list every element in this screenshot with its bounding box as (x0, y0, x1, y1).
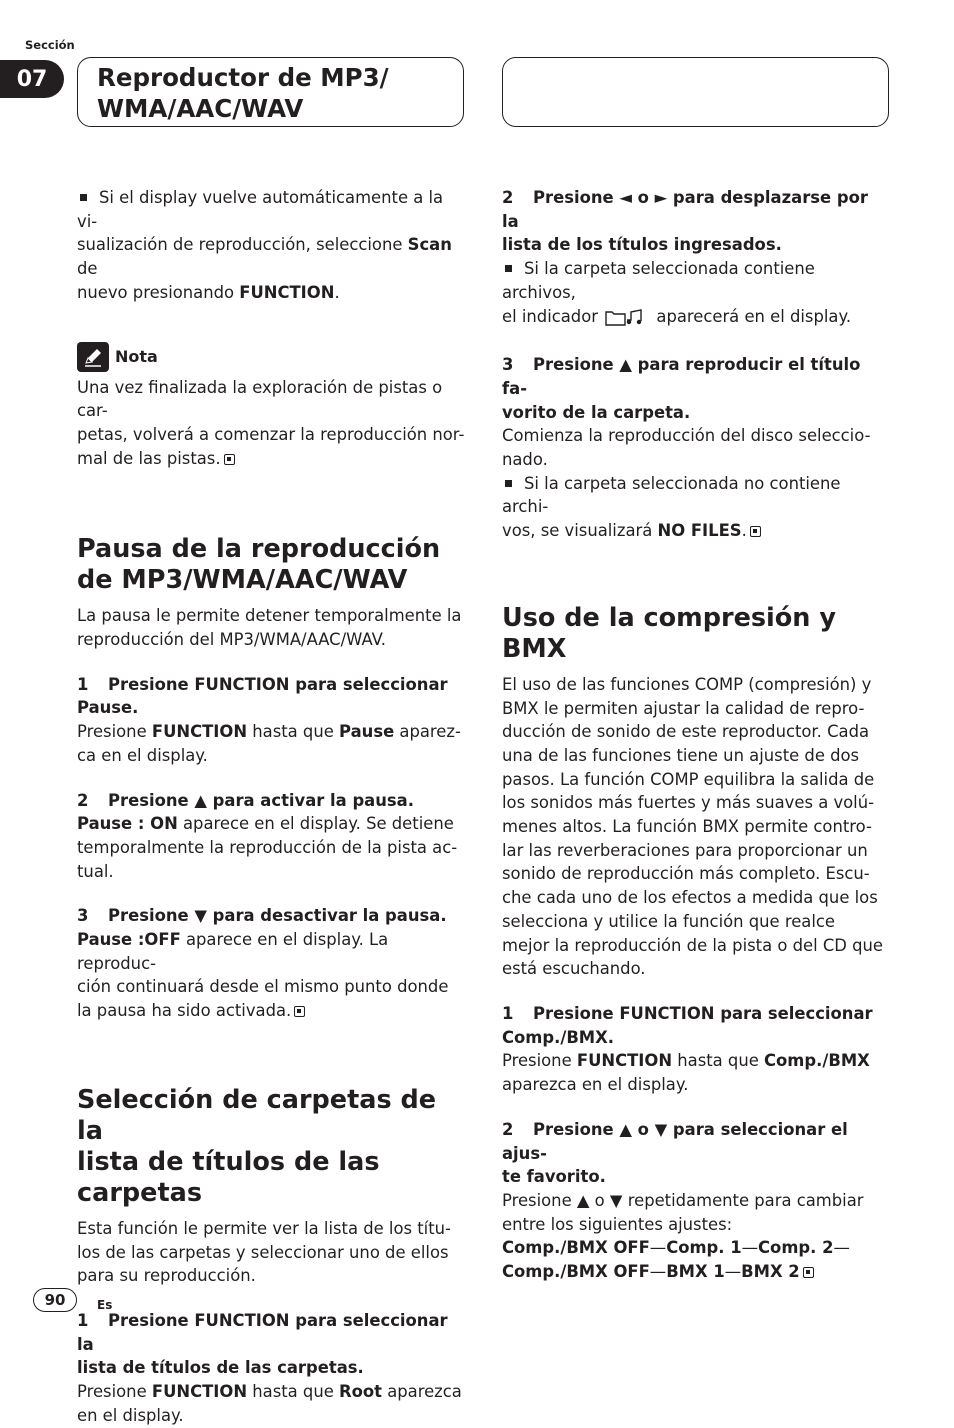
end-mark-icon (224, 454, 235, 465)
heading-folder-selection: Selección de carpetas de la lista de títulos de las carpetas (77, 1084, 437, 1208)
header-empty-box (502, 57, 889, 127)
bmx-intro: El uso de las funciones COMP (compresión) y BMX le permiten ajustar la calidad de repro- ducción de sonido de este reproductor. Cada una de las funciones tiene un ajuste de dos pasos. La función COMP equilibra la salida de los sonidos más fuertes y más suaves a volú- menes altos. La función BMX permite contro- lar las reverberaciones para proporcionar un sonido de reproducción más completo. Escu- che cada uno de los efectos a medida que los selecciona y utilice la función que realce mejor la reproducción de la pista o del CD que está escuchando. (502, 674, 883, 979)
pause-step3-title: 3 Presione ▼ para desactivar la pausa. (77, 906, 447, 926)
pause-step2-body: Pause : ON aparece en el display. Se detiene temporalmente la reproducción de la pista ac- tual. (77, 814, 458, 881)
folder-music-indicator-icon (605, 308, 649, 333)
end-mark-icon (803, 1267, 814, 1278)
bullet-square-icon (505, 265, 512, 272)
page-title-line2: WMA/AAC/WAV (97, 94, 304, 123)
page-title-line1: Reproductor de MP3/ (97, 63, 389, 92)
end-mark-icon (294, 1006, 305, 1017)
note-text: Una vez finalizada la exploración de pistas o car- petas, volverá a comenzar la reproducción nor- mal de las pistas. (77, 377, 465, 468)
folder-intro: Esta función le permite ver la lista de los títu- los de las carpetas y seleccionar uno de ellos para su reproducción. (77, 1218, 451, 1286)
right-column (502, 186, 890, 1284)
bmx-step2-title: 2 Presione ▲ o ▼ para seleccionar el ajus- te favorito. (502, 1119, 848, 1187)
heading-bmx: Uso de la compresión y BMX (502, 602, 836, 664)
header-title-box (77, 57, 464, 127)
language-code: Es (97, 1298, 113, 1312)
pause-intro: La pausa le permite detener temporalmente la reproducción del MP3/WMA/AAC/WAV. (77, 606, 462, 650)
pause-step1-body: Presione FUNCTION hasta que Pause aparez- ca en el display. (77, 722, 461, 765)
bmx-step1-body: Presione FUNCTION hasta que Comp./BMX aparezca en el display. (502, 1051, 870, 1095)
folder-step3-title: 3 Presione ▲ para reproducir el título fa- vorito de la carpeta. (502, 355, 861, 422)
folder-step3-body: Comienza la reproducción del disco seleccio- nado. (502, 426, 871, 470)
folder-step2-title: 2 Presione ◄ o ► para desplazarse por la lista de los títulos ingresados. (502, 188, 868, 255)
page-title (97, 62, 389, 124)
folder-step2-bullet: Si la carpeta seleccionada contiene archivos, el indicador aparecerá en el display. (502, 257, 890, 332)
folder-step1-body: Presione FUNCTION hasta que Root aparezca en el display. (77, 1382, 462, 1425)
end-mark-icon (750, 526, 761, 537)
pause-step2-title: 2 Presione ▲ para activar la pausa. (77, 790, 414, 810)
bmx-step2-body: Presione ▲ o ▼ repetidamente para cambiar entre los siguientes ajustes: (502, 1190, 864, 1234)
pencil-note-icon (77, 342, 109, 372)
left-column (77, 186, 467, 1428)
note-header (77, 342, 467, 372)
section-number-tab: 07 (0, 60, 64, 98)
page-number: 90 (33, 1288, 77, 1312)
folder-step1-title: 1 Presione FUNCTION para seleccionar la lista de títulos de las carpetas. (77, 1310, 448, 1378)
bmx-settings-sequence: Comp./BMX OFF—Comp. 1—Comp. 2— Comp./BMX OFF—BMX 1—BMX 2 (502, 1238, 850, 1282)
bullet-square-icon (80, 194, 87, 201)
folder-step3-bullet: Si la carpeta seleccionada no contiene archi- vos, se visualizará NO FILES. (502, 473, 841, 541)
bullet-scan: Si el display vuelve automáticamente a la vi- sualización de reproducción, seleccione Scan de nuevo presionando FUNCTION. (77, 188, 452, 302)
section-label: Sección (25, 38, 75, 52)
note-label: Nota (115, 346, 158, 366)
pause-step3-body: Pause :OFF aparece en el display. La reproduc- ción continuará desde el mismo punto donde la pausa ha sido activada. (77, 930, 449, 1021)
bullet-square-icon (505, 480, 512, 487)
pause-step1-title: 1 Presione FUNCTION para seleccionar Pause. (77, 674, 448, 718)
bmx-step1-title: 1 Presione FUNCTION para seleccionar Comp./BMX. (502, 1003, 873, 1047)
heading-pause: Pausa de la reproducción de MP3/WMA/AAC/WAV (77, 534, 441, 596)
